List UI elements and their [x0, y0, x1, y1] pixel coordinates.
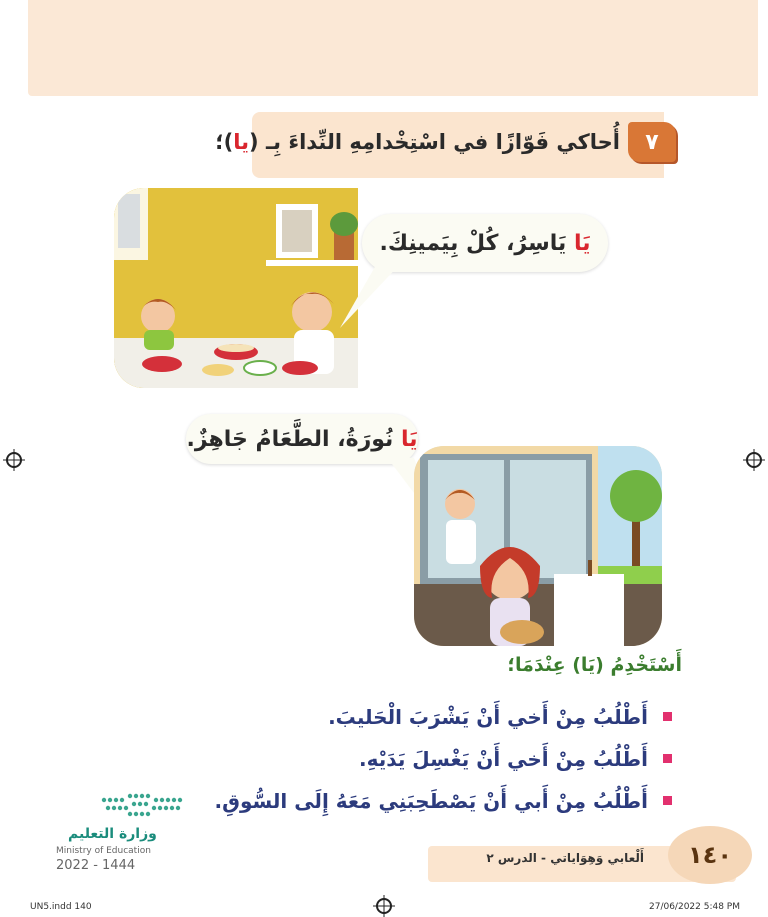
instruction-suffix: )؛: [215, 130, 234, 154]
dining-scene-drawing: [114, 188, 358, 388]
speech-yaser-rest: يَاسِرُ، كُلْ بِيَمينِكَ.: [379, 230, 574, 256]
usage-section-title: أَسْتَخْدِمُ (يَا) عِنْدَمَا؛: [507, 654, 682, 676]
activity-number-badge: ٧: [628, 122, 676, 162]
speech-yaser-ya: يَا: [573, 230, 591, 256]
bullet-square-icon: [663, 712, 672, 721]
ministry-year: 2022 - 1444: [56, 858, 136, 873]
activity-instruction: [215, 130, 620, 154]
list-item: [212, 696, 672, 738]
illustration-painting-scene: [414, 446, 662, 646]
bullet-square-icon: [663, 754, 672, 763]
list-item-text: أَطْلُبُ مِنْ أَخي أَنْ يَشْرَبَ الْحَليبَ.: [328, 705, 648, 729]
ministry-name-arabic: وزارة التعليم: [68, 826, 157, 842]
speech-noura-ya: يَا: [400, 426, 418, 452]
registration-mark-icon: [376, 898, 392, 914]
painting-scene-drawing: [414, 446, 662, 646]
ministry-name-english: Ministry of Education: [56, 846, 151, 856]
list-item: [212, 738, 672, 780]
instruction-ya: يا: [233, 130, 250, 154]
speech-yaser-text: [380, 231, 591, 256]
speech-bubble-tail: [340, 258, 410, 338]
list-item-text: أَطْلُبُ مِنْ أَبي أَنْ يَصْطَحِبَنِي مَعَهُ إِلَى السُّوقِ.: [214, 789, 648, 813]
speech-noura-text: [186, 427, 417, 452]
bullet-square-icon: [663, 796, 672, 805]
page-number: ١٤٠: [668, 826, 752, 884]
instruction-prefix: أُحاكي فَوّازًا في اسْتِخْدامِهِ النِّداءَ بِـ (: [249, 130, 620, 154]
list-item-text: أَطْلُبُ مِنْ أَخي أَنْ يَغْسِلَ يَدَيْهِ.: [359, 747, 648, 771]
print-slug-timestamp: 27/06/2022 5:48 PM: [649, 902, 740, 912]
ministry-logo-icon: [100, 790, 188, 820]
usage-bullet-list: [212, 696, 672, 822]
registration-mark-icon: [746, 452, 762, 468]
footer-unit-label: أَلْعابي وَهِوَاياتي - الدرس ٢: [486, 851, 644, 865]
speech-noura-rest: نُورَةُ، الطَّعَامُ جَاهِزٌ.: [186, 426, 401, 452]
print-slug-file: UN5.indd 140: [30, 902, 92, 912]
illustration-dining-scene: [114, 188, 358, 388]
registration-mark-icon: [6, 452, 22, 468]
header-band: [28, 0, 758, 96]
list-item: [212, 780, 672, 822]
